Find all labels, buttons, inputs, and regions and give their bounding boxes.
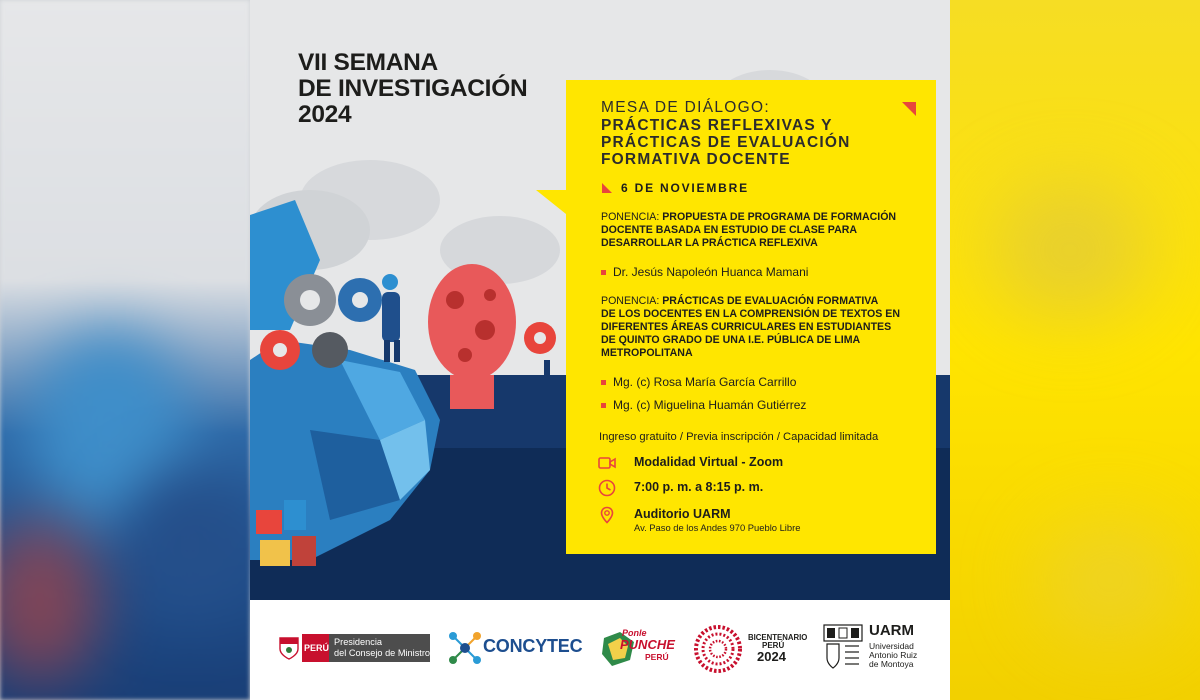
house-shape — [260, 540, 290, 566]
pcm-logo-text: del Consejo de Ministros — [334, 648, 435, 658]
poster-title-line: VII SEMANA — [298, 49, 438, 76]
speaker-name: Mg. (c) Miguelina Huamán Gutiérrez — [613, 398, 807, 412]
gear-shape — [312, 332, 348, 368]
ponencia-title-line: DIFERENTES ÁREAS CURRICULARES EN ESTUDIANTES — [601, 321, 892, 333]
uarm-logo-text: UARM — [869, 622, 914, 639]
speaker-1 — [601, 265, 808, 279]
blurred-background-left — [0, 0, 250, 700]
house-shape — [256, 510, 282, 534]
house-shape — [292, 536, 316, 566]
corner-triangle-icon — [902, 102, 916, 116]
ponencia-label: PONENCIA: — [601, 295, 660, 307]
sponsor-footer — [250, 600, 950, 700]
mesa-title-line: FORMATIVA DOCENTE — [601, 151, 791, 168]
ponle-logo-text: Ponle — [622, 628, 647, 638]
bullet-icon — [601, 270, 606, 275]
bullet-icon — [601, 403, 606, 408]
ponencia-title-line: DE QUINTO GRADO DE UNA I.E. PÚBLICA DE LIMA — [601, 334, 861, 346]
peru-coat-of-arms-icon — [278, 636, 300, 660]
speaker-name: Mg. (c) Rosa María García Carrillo — [613, 375, 797, 389]
poster-title-line: DE INVESTIGACIÓN — [298, 75, 528, 102]
peru-logo-text: PERÚ — [304, 643, 330, 653]
pcm-logo-text: Presidencia — [334, 637, 383, 647]
video-camera-icon — [598, 454, 616, 472]
ponencia-title-line: PROPUESTA DE PROGRAMA DE FORMACIÓN — [662, 211, 897, 223]
horario-text: 7:00 p. m. a 8:15 p. m. — [634, 480, 764, 494]
uarm-logo-subtext: Antonio Ruiz — [869, 650, 918, 660]
concytec-logo-icon — [447, 628, 483, 668]
ponencia-1 — [601, 211, 896, 250]
access-info: Ingreso gratuito / Previa inscripción / Capacidad limitada — [599, 431, 879, 443]
modalidad-text: Modalidad Virtual - Zoom — [634, 455, 784, 469]
date-triangle-icon — [602, 183, 612, 193]
card-notch — [536, 190, 566, 214]
uarm-logo-subtext: Universidad — [869, 641, 914, 651]
person-figure — [382, 292, 400, 342]
mesa-title — [601, 117, 851, 168]
event-date: 6 DE NOVIEMBRE — [621, 181, 749, 195]
speaker-name: Dr. Jesús Napoleón Huanca Mamani — [613, 265, 809, 279]
address-text: Av. Paso de los Andes 970 Pueblo Libre — [634, 522, 801, 533]
bicentenario-logo-icon — [693, 624, 743, 674]
mesa-title-line: PRÁCTICAS DE EVALUACIÓN — [601, 134, 851, 151]
uarm-crest-icon — [823, 624, 863, 672]
blurred-background-right — [950, 0, 1200, 700]
mesa-title-line: PRÁCTICAS REFLEXIVAS Y — [601, 117, 833, 134]
clock-icon — [598, 479, 616, 497]
ponle-logo-text: PUNCHE — [620, 637, 675, 652]
poster-title — [298, 50, 527, 128]
speaker-2 — [601, 375, 796, 389]
bullet-icon — [601, 380, 606, 385]
gear-head — [428, 264, 516, 380]
mesa-label: MESA DE DIÁLOGO: — [601, 99, 770, 116]
ponencia-title-line: DE LOS DOCENTES EN LA COMPRENSIÓN DE TEXTOS EN — [601, 308, 901, 320]
concytec-logo-text: CONCYTEC — [483, 636, 583, 656]
ponencia-2 — [601, 295, 900, 360]
speaker-3 — [601, 398, 806, 412]
person-figure — [544, 360, 550, 408]
ponencia-title-line: DOCENTE BASADA EN ESTUDIO DE CLASE PARA — [601, 224, 858, 236]
ponencia-title-line: METROPOLITANA — [601, 347, 693, 359]
uarm-logo-subtext: de Montoya — [869, 659, 914, 669]
bicentenario-logo-text: 2024 — [757, 649, 786, 664]
ponencia-label: PONENCIA: — [601, 211, 660, 223]
location-pin-icon — [598, 506, 616, 524]
house-shape — [284, 500, 306, 530]
bicentenario-logo-text: BICENTENARIO — [748, 633, 808, 642]
ponencia-title-line: PRÁCTICAS DE EVALUACIÓN FORMATIVA — [662, 295, 879, 307]
ponencia-title-line: DESARROLLAR LA PRÁCTICA REFLEXIVA — [601, 237, 818, 249]
lugar-text: Auditorio UARM — [634, 507, 731, 521]
bicentenario-logo-text: PERÚ — [762, 641, 785, 650]
poster-title-line: 2024 — [298, 101, 352, 128]
event-poster — [250, 0, 950, 700]
ponle-logo-text: PERÚ — [645, 652, 669, 662]
